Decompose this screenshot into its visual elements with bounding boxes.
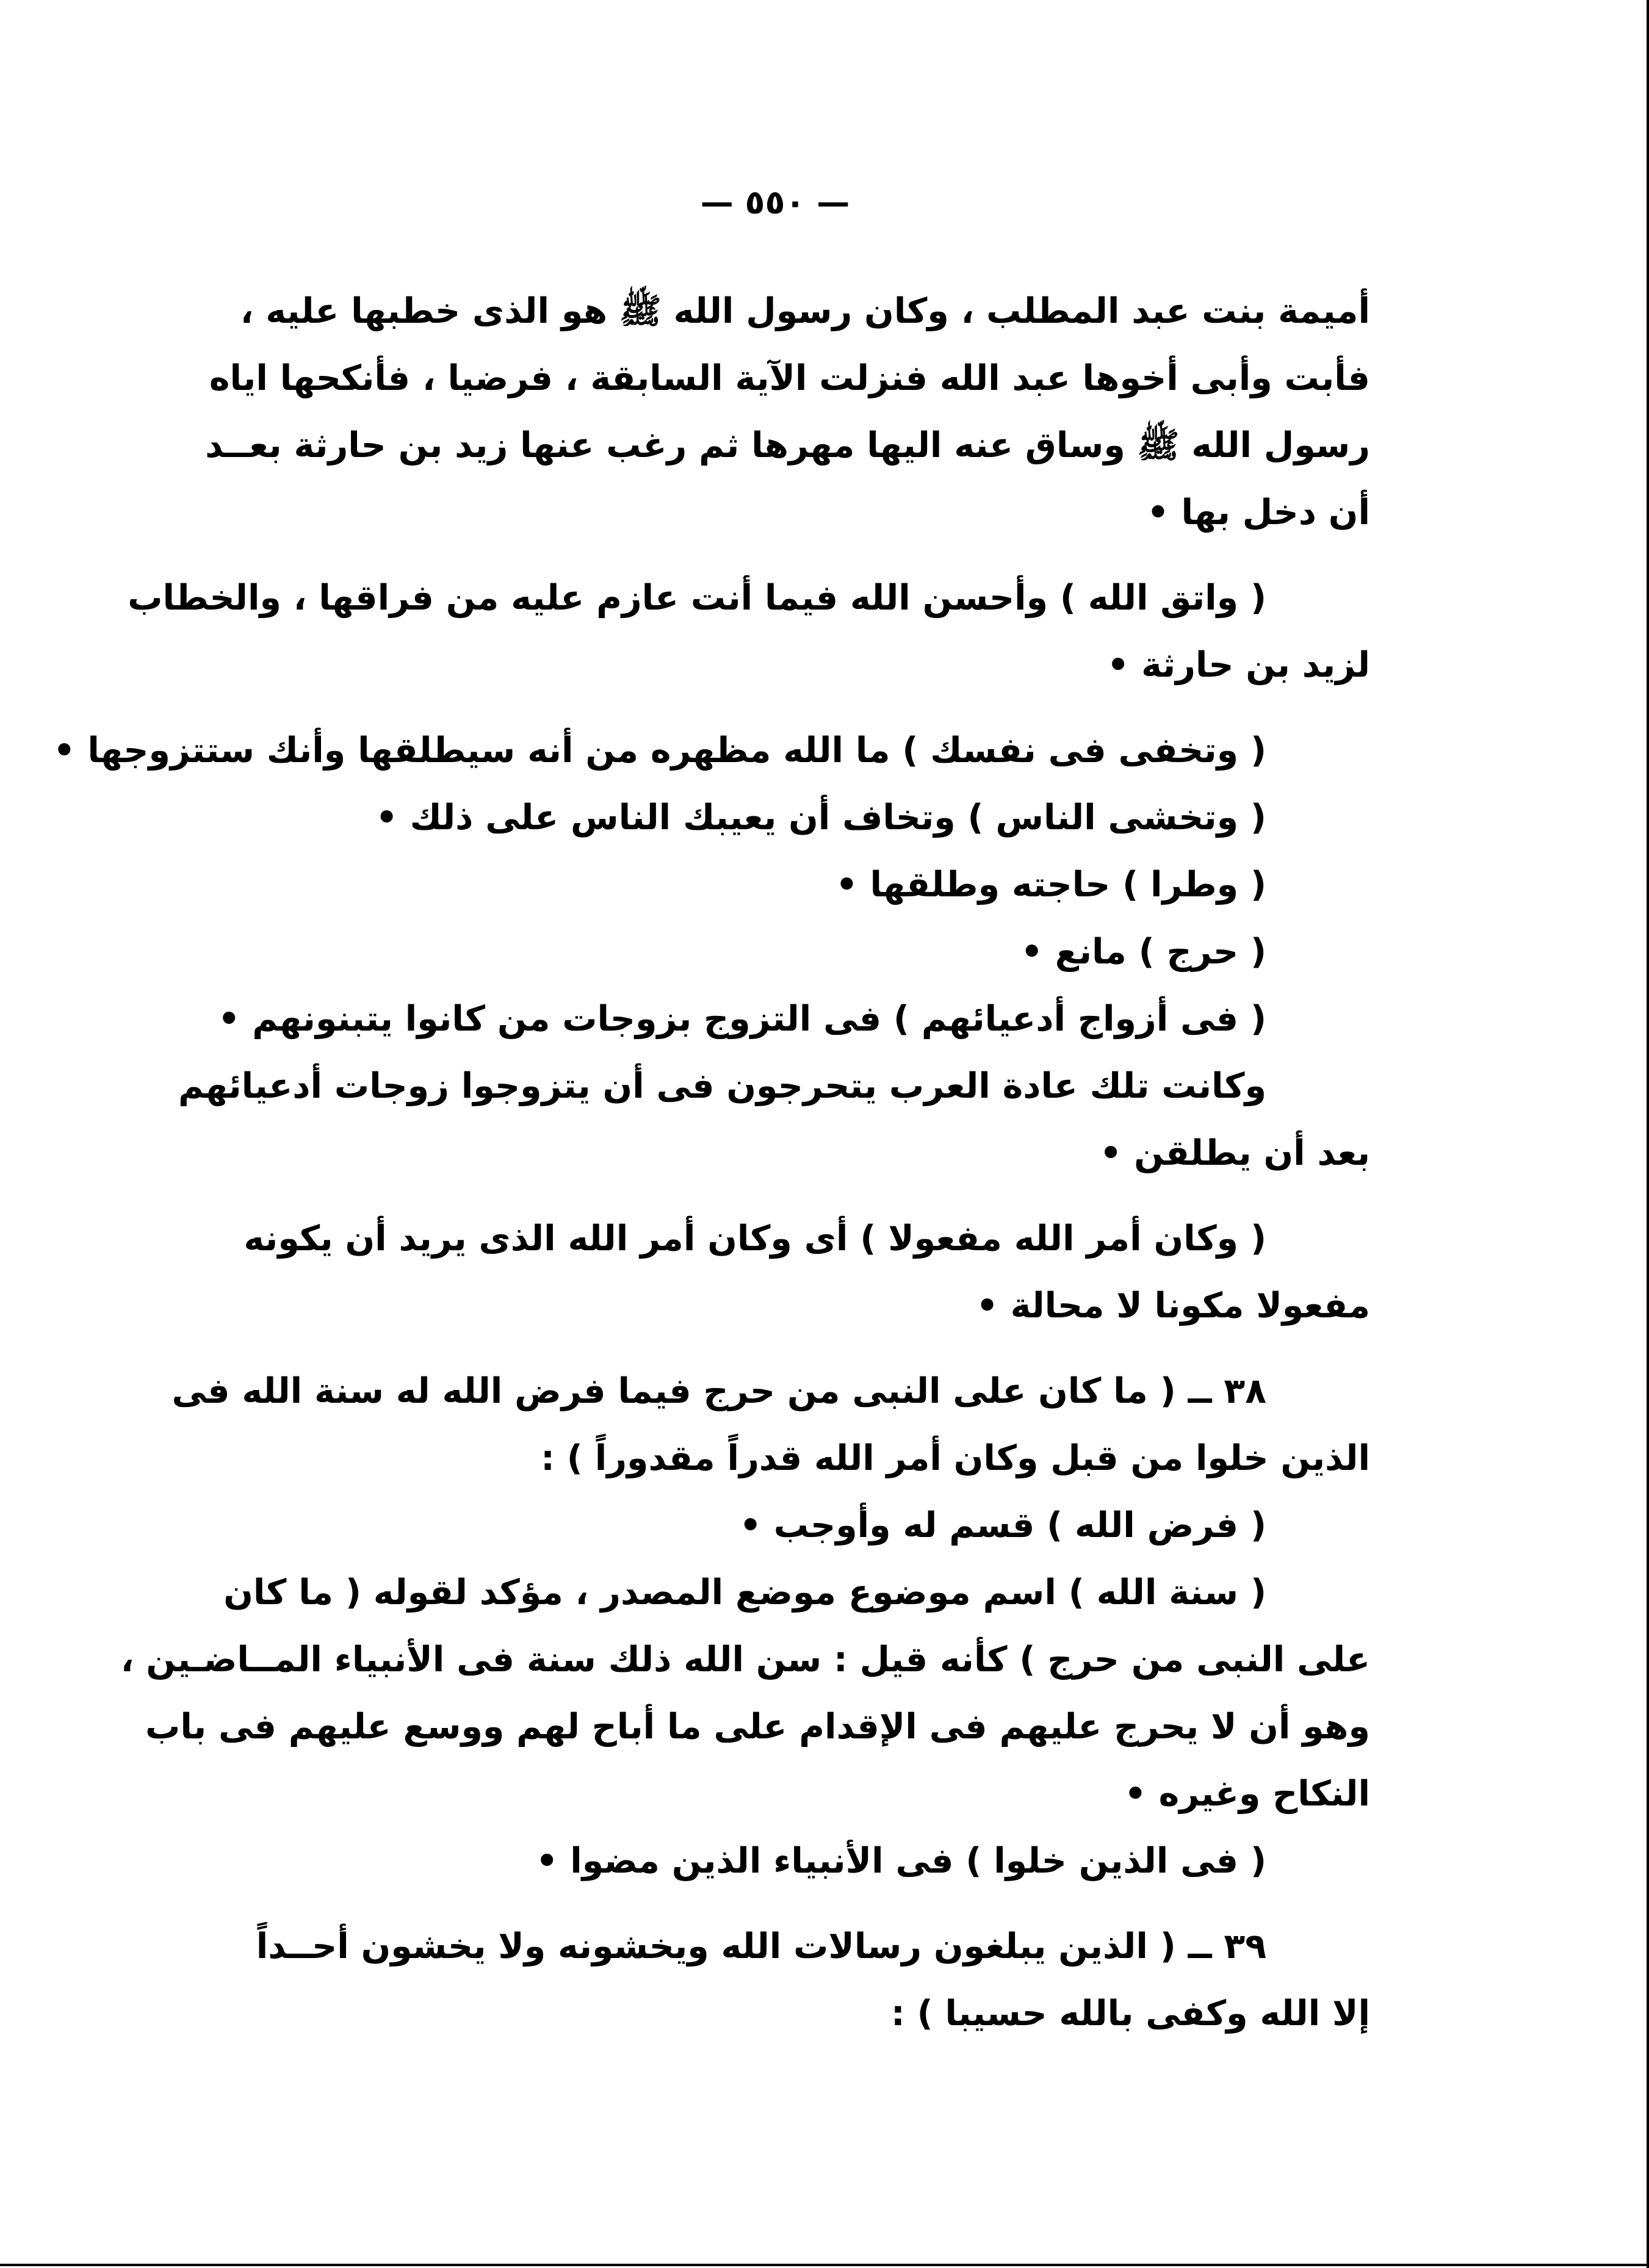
text-line: الذين خلوا من قبل وكان أمر الله قدراً مقدوراً ) :: [541, 1438, 1370, 1478]
text-line: رسول الله ﷺ وساق عنه اليها مهرها ثم رغب عنها زيد بن حارثة بعــد: [205, 425, 1370, 466]
text-line: أميمة بنت عبد المطلب ، وكان رسول الله ﷺ هو الذى خطبها عليه ،: [240, 291, 1370, 331]
text-line: ( وتخفى فى نفسك ) ما الله مظهره من أنه سيطلقها وأنك ستتزوجها •: [53, 730, 1266, 771]
text-line: ( واتق الله ) وأحسن الله فيما أنت عازم عليه من فراقها ، والخطاب: [128, 578, 1266, 618]
text-line: ( وتخشى الناس ) وتخاف أن يعيبك الناس على ذلك •: [375, 797, 1266, 838]
text-line: ٣٨ ــ ( ما كان على النبى من حرج فيما فرض الله له سنة الله فى: [171, 1371, 1266, 1411]
text-line: لزيد بن حارثة •: [1106, 645, 1370, 685]
text-line: بعد أن يطلقن •: [1099, 1133, 1370, 1173]
text-line: النكاح وغيره •: [1124, 1774, 1370, 1814]
text-line: وكانت تلك عادة العرب يتحرجون فى أن يتزوجوا زوجات أدعيائهم: [178, 1066, 1266, 1106]
page-edge-right: [1647, 0, 1649, 2268]
text-line: ( فى الذين خلوا ) فى الأنبياء الذين مضوا •: [535, 1841, 1266, 1881]
page-number: — ٥٥٠ —: [700, 183, 850, 221]
text-line: وهو أن لا يحرج عليهم فى الإقدام على ما أباح لهم ووسع عليهم فى باب: [145, 1707, 1370, 1747]
text-line: ( فرض الله ) قسم له وأوجب •: [739, 1505, 1266, 1546]
text-line: إلا الله وكفى بالله حسيبا ) :: [890, 1993, 1370, 2034]
text-line: على النبى من حرج ) كأنه قيل : سن الله ذلك سنة فى الأنبياء المــاضـين ،: [120, 1640, 1370, 1680]
text-line: ( سنة الله ) اسم موضوع موضع المصدر ، مؤكد لقوله ( ما كان: [223, 1572, 1266, 1613]
text-line: ( حرج ) مانع •: [1020, 932, 1266, 972]
body-text: [53, 278, 1370, 2047]
page-edge-bottom: [0, 2264, 1649, 2266]
text-line: مفعولا مكونا لا محالة •: [976, 1286, 1370, 1326]
text-line: أن دخل بها •: [1147, 492, 1370, 533]
text-line: ( وكان أمر الله مفعولا ) أى وكان أمر الله الذى يريد أن يكونه: [244, 1219, 1266, 1259]
text-line: ٣٩ ــ ( الذين يبلغون رسالات الله ويخشونه ولا يخشون أحــداً: [256, 1926, 1266, 1967]
text-line: ( فى أزواج أدعيائهم ) فى التزوج بزوجات من كانوا يتبنونهم •: [217, 999, 1266, 1039]
text-line: ( وطرا ) حاجته وطلقها •: [835, 865, 1266, 905]
text-line: فأبت وأبى أخوها عبد الله فنزلت الآية السابقة ، فرضيا ، فأنكحها اياه: [209, 358, 1370, 398]
